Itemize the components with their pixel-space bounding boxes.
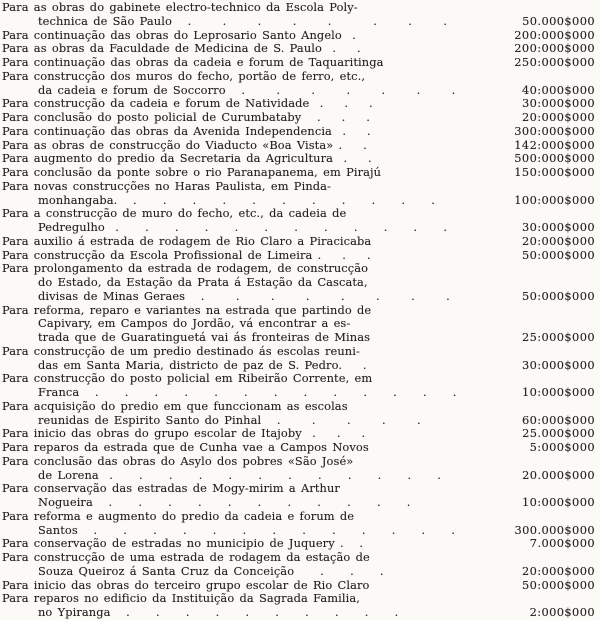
item-text-line bbox=[2, 152, 595, 166]
item-amount: 20:000$000 bbox=[521, 563, 595, 578]
item-text: Para continuação das obras da Avenida Independencia . . bbox=[2, 123, 371, 138]
item-text: Para construcção de uma estrada de rodagem da estação de bbox=[2, 550, 370, 564]
item-amount: 50:000$000 bbox=[521, 288, 595, 303]
item-text: Para auxilio á estrada de rodagem de Rio Claro a Piracicaba bbox=[2, 233, 372, 248]
item-text: Santos . . . . . . . . . . . . . bbox=[38, 522, 456, 537]
item-text-line bbox=[2, 42, 595, 56]
item-amount: 20:000$000 bbox=[521, 110, 595, 124]
item-text-continuation-line bbox=[2, 15, 595, 29]
item-amount: 20.000$000 bbox=[522, 467, 595, 482]
item-text-line bbox=[2, 29, 595, 43]
item-text: Franca . . . . . . . . . . . . . bbox=[38, 385, 457, 399]
item-text: monhangaba. . . . . . . . . . . . bbox=[38, 192, 435, 207]
item-amount: 150:000$000 bbox=[514, 165, 595, 179]
budget-item bbox=[2, 455, 595, 483]
item-amount: 20:000$000 bbox=[521, 233, 595, 248]
budget-item bbox=[2, 42, 595, 56]
item-text-line bbox=[2, 166, 595, 180]
item-text: Para as obras de construcção do Viaducto «Boa Vista» . . bbox=[2, 137, 367, 152]
item-text: Para as obras da Faculdade de Medicina de S. Paulo . . bbox=[2, 41, 361, 56]
item-amount: 200:000$000 bbox=[514, 41, 595, 56]
item-text: Pedregulho . . . . . . . . . . . . bbox=[38, 220, 448, 234]
item-amount: 5:000$000 bbox=[529, 440, 595, 454]
item-text: Para continuação das obras da cadeia e forum de Taquaritinga bbox=[2, 55, 384, 69]
budget-item bbox=[2, 111, 595, 125]
item-text: Para conclusão do posto policial de Curumbataby . . . bbox=[2, 110, 370, 124]
item-text-line bbox=[2, 592, 595, 606]
item-amount: 50:000$000 bbox=[521, 247, 595, 262]
item-text: Para construcção da cadeia e forum de Natividade . . . bbox=[2, 96, 373, 111]
item-amount: 60:000$000 bbox=[521, 412, 595, 427]
item-amount: 10:000$000 bbox=[521, 495, 595, 509]
budget-item bbox=[2, 166, 595, 180]
item-text-continuation-line bbox=[2, 331, 595, 345]
item-text-line bbox=[2, 372, 595, 386]
budget-item bbox=[2, 249, 595, 263]
item-text-line bbox=[2, 125, 595, 139]
item-text: Para conservação das estradas de Mogy-mirim a Arthur bbox=[2, 481, 340, 496]
item-text-continuation-line bbox=[2, 359, 595, 373]
item-amount: 250:000$000 bbox=[514, 55, 595, 69]
item-text: Para novas construcções no Haras Paulista, em Pinda- bbox=[2, 178, 331, 193]
item-text: Capivary, em Campos do Jordão, vá encontrar a es- bbox=[38, 316, 351, 331]
item-text-continuation-line bbox=[2, 565, 595, 579]
budget-item bbox=[2, 97, 595, 111]
item-text-line bbox=[2, 482, 595, 496]
item-text-line bbox=[2, 207, 595, 221]
item-text-continuation-line bbox=[2, 496, 595, 510]
budget-item bbox=[2, 70, 595, 98]
item-amount: 50.000$000 bbox=[522, 13, 595, 28]
item-text-line bbox=[2, 70, 595, 84]
budget-item bbox=[2, 180, 595, 208]
budget-item bbox=[2, 551, 595, 579]
item-amount: 142:000$000 bbox=[514, 137, 595, 152]
item-text: Para construcção dos muros do fecho, portão de ferro, etc., bbox=[2, 68, 366, 83]
item-amount: 300.000$000 bbox=[514, 522, 595, 537]
item-text: no Ypiranga . . . . . . . . . . bbox=[38, 605, 399, 619]
item-text-line bbox=[2, 180, 595, 194]
item-text-line bbox=[2, 400, 595, 414]
budget-item bbox=[2, 262, 595, 303]
item-text-continuation-line bbox=[2, 317, 595, 331]
item-amount: 300:000$000 bbox=[514, 123, 595, 138]
item-text: Para acquisição do predio em que funccionam as escolas bbox=[2, 398, 348, 413]
item-text-continuation-line bbox=[2, 414, 595, 428]
budget-item bbox=[2, 29, 595, 43]
item-text-line bbox=[2, 111, 595, 125]
item-text: das em Santa Maria, districto de paz de S. Pedro. . bbox=[38, 357, 367, 372]
item-text-continuation-line bbox=[2, 606, 595, 620]
budget-item bbox=[2, 579, 595, 593]
budget-item bbox=[2, 372, 595, 400]
budget-item bbox=[2, 1, 595, 29]
budget-item bbox=[2, 345, 595, 373]
item-text: trada que de Guaratinguetá vai ás fronteiras de Minas bbox=[38, 330, 371, 344]
item-text: Para as obras do gabinete electro-technico da Escola Poly- bbox=[2, 0, 358, 14]
item-text-line bbox=[2, 455, 595, 469]
item-text: Para construcção de um predio destinado ás escolas reuni- bbox=[2, 343, 360, 358]
budget-item bbox=[2, 482, 595, 510]
item-text-line bbox=[2, 441, 595, 455]
item-text-line bbox=[2, 510, 595, 524]
item-text-line bbox=[2, 249, 595, 263]
item-text: Para conclusão da ponte sobre o rio Paranapanema, em Pirajú bbox=[2, 165, 382, 179]
item-text-continuation-line bbox=[2, 386, 595, 400]
item-text: do Estado, da Estação da Prata á Estação da Cascata, bbox=[38, 275, 368, 289]
budget-item bbox=[2, 235, 595, 249]
item-text-continuation-line bbox=[2, 524, 595, 538]
budget-item bbox=[2, 441, 595, 455]
item-text: Para reparos no edificio da Instituição da Sagrada Familia, bbox=[2, 591, 360, 606]
budget-item bbox=[2, 304, 595, 345]
item-text-line bbox=[2, 262, 595, 276]
budget-item bbox=[2, 592, 595, 620]
item-text: Souza Queiroz á Santa Cruz da Conceição . . . bbox=[38, 563, 384, 578]
item-text-line bbox=[2, 345, 595, 359]
item-text: Para construcção da Escola Profissional de Limeira . . . bbox=[2, 247, 371, 262]
item-text: Para construcção do posto policial em Ribeirão Corrente, em bbox=[2, 371, 373, 386]
budget-item bbox=[2, 510, 595, 538]
item-amount: 500:000$000 bbox=[514, 151, 595, 166]
item-text: Nogueira . . . . . . . . . . . bbox=[38, 495, 411, 509]
item-text: divisas de Minas Geraes . . . . . . . . bbox=[38, 288, 450, 303]
budget-item bbox=[2, 152, 595, 166]
item-text: Para conservação de estradas no municipio de Juquery . . bbox=[2, 536, 364, 551]
appropriations-list bbox=[2, 1, 595, 620]
item-amount: 25:000$000 bbox=[521, 330, 595, 344]
item-text: Para reforma e augmento do predio da cadeia e forum de bbox=[2, 508, 355, 523]
item-text-line bbox=[2, 304, 595, 318]
item-text-continuation-line bbox=[2, 194, 595, 208]
item-amount: 50:000$000 bbox=[521, 577, 595, 592]
item-text-line bbox=[2, 1, 595, 15]
item-text: Para inicio das obras do terceiro grupo escolar de Rio Claro bbox=[2, 577, 370, 592]
budget-item bbox=[2, 125, 595, 139]
item-text-line bbox=[2, 97, 595, 111]
item-text: Para conclusão das obras do Asylo dos pobres «São José» bbox=[2, 453, 354, 468]
item-text: Para reparos da estrada que de Cunha vae a Campos Novos bbox=[2, 440, 369, 454]
item-text-line bbox=[2, 579, 595, 593]
item-text-line bbox=[2, 139, 595, 153]
budget-item bbox=[2, 207, 595, 235]
item-text: Para prolongamento da estrada de rodagem, de construcção bbox=[2, 261, 369, 276]
item-amount: 25.000$000 bbox=[522, 426, 595, 441]
item-amount: 7.000$000 bbox=[529, 536, 595, 551]
budget-item bbox=[2, 537, 595, 551]
budget-item bbox=[2, 139, 595, 153]
item-amount: 30:000$000 bbox=[521, 96, 595, 111]
item-text: reunidas de Espirito Santo do Pinhal . . . . . bbox=[38, 412, 421, 427]
item-text-continuation-line bbox=[2, 290, 595, 304]
item-text: Para inicio das obras do grupo escolar de Itajoby . . . bbox=[2, 426, 366, 441]
item-text-continuation-line bbox=[2, 84, 595, 98]
item-text: Para reforma, reparo e variantes na estrada que partindo de bbox=[2, 302, 372, 317]
item-text-continuation-line bbox=[2, 221, 595, 235]
item-text: Para a construcção de muro do fecho, etc., da cadeia de bbox=[2, 206, 347, 221]
item-text: da cadeia e forum de Soccorro . . . . . . . bbox=[38, 82, 456, 97]
item-text: technica de São Paulo . . . . . . . . bbox=[38, 13, 448, 28]
item-text-line bbox=[2, 235, 595, 249]
budget-item bbox=[2, 427, 595, 441]
item-text-line bbox=[2, 427, 595, 441]
item-text: Para augmento do predio da Secretaria da Agricultura . . bbox=[2, 151, 372, 166]
item-amount: 30:000$000 bbox=[521, 220, 595, 234]
budget-item bbox=[2, 400, 595, 428]
item-text: de Lorena . . . . . . . . . . . . bbox=[38, 467, 442, 482]
item-amount: 200:000$000 bbox=[514, 27, 595, 42]
item-text-continuation-line bbox=[2, 276, 595, 290]
item-amount: 40:000$000 bbox=[521, 82, 595, 97]
item-text-line bbox=[2, 551, 595, 565]
item-text-line bbox=[2, 537, 595, 551]
budget-item bbox=[2, 56, 595, 70]
item-amount: 2:000$000 bbox=[529, 605, 595, 619]
item-text-continuation-line bbox=[2, 469, 595, 483]
item-text: Para continuação das obras do Leprosario Santo Angelo . bbox=[2, 27, 357, 42]
item-text-line bbox=[2, 56, 595, 70]
item-amount: 100:000$000 bbox=[514, 192, 595, 207]
item-amount: 10:000$000 bbox=[521, 385, 595, 399]
item-amount: 30:000$000 bbox=[521, 357, 595, 372]
